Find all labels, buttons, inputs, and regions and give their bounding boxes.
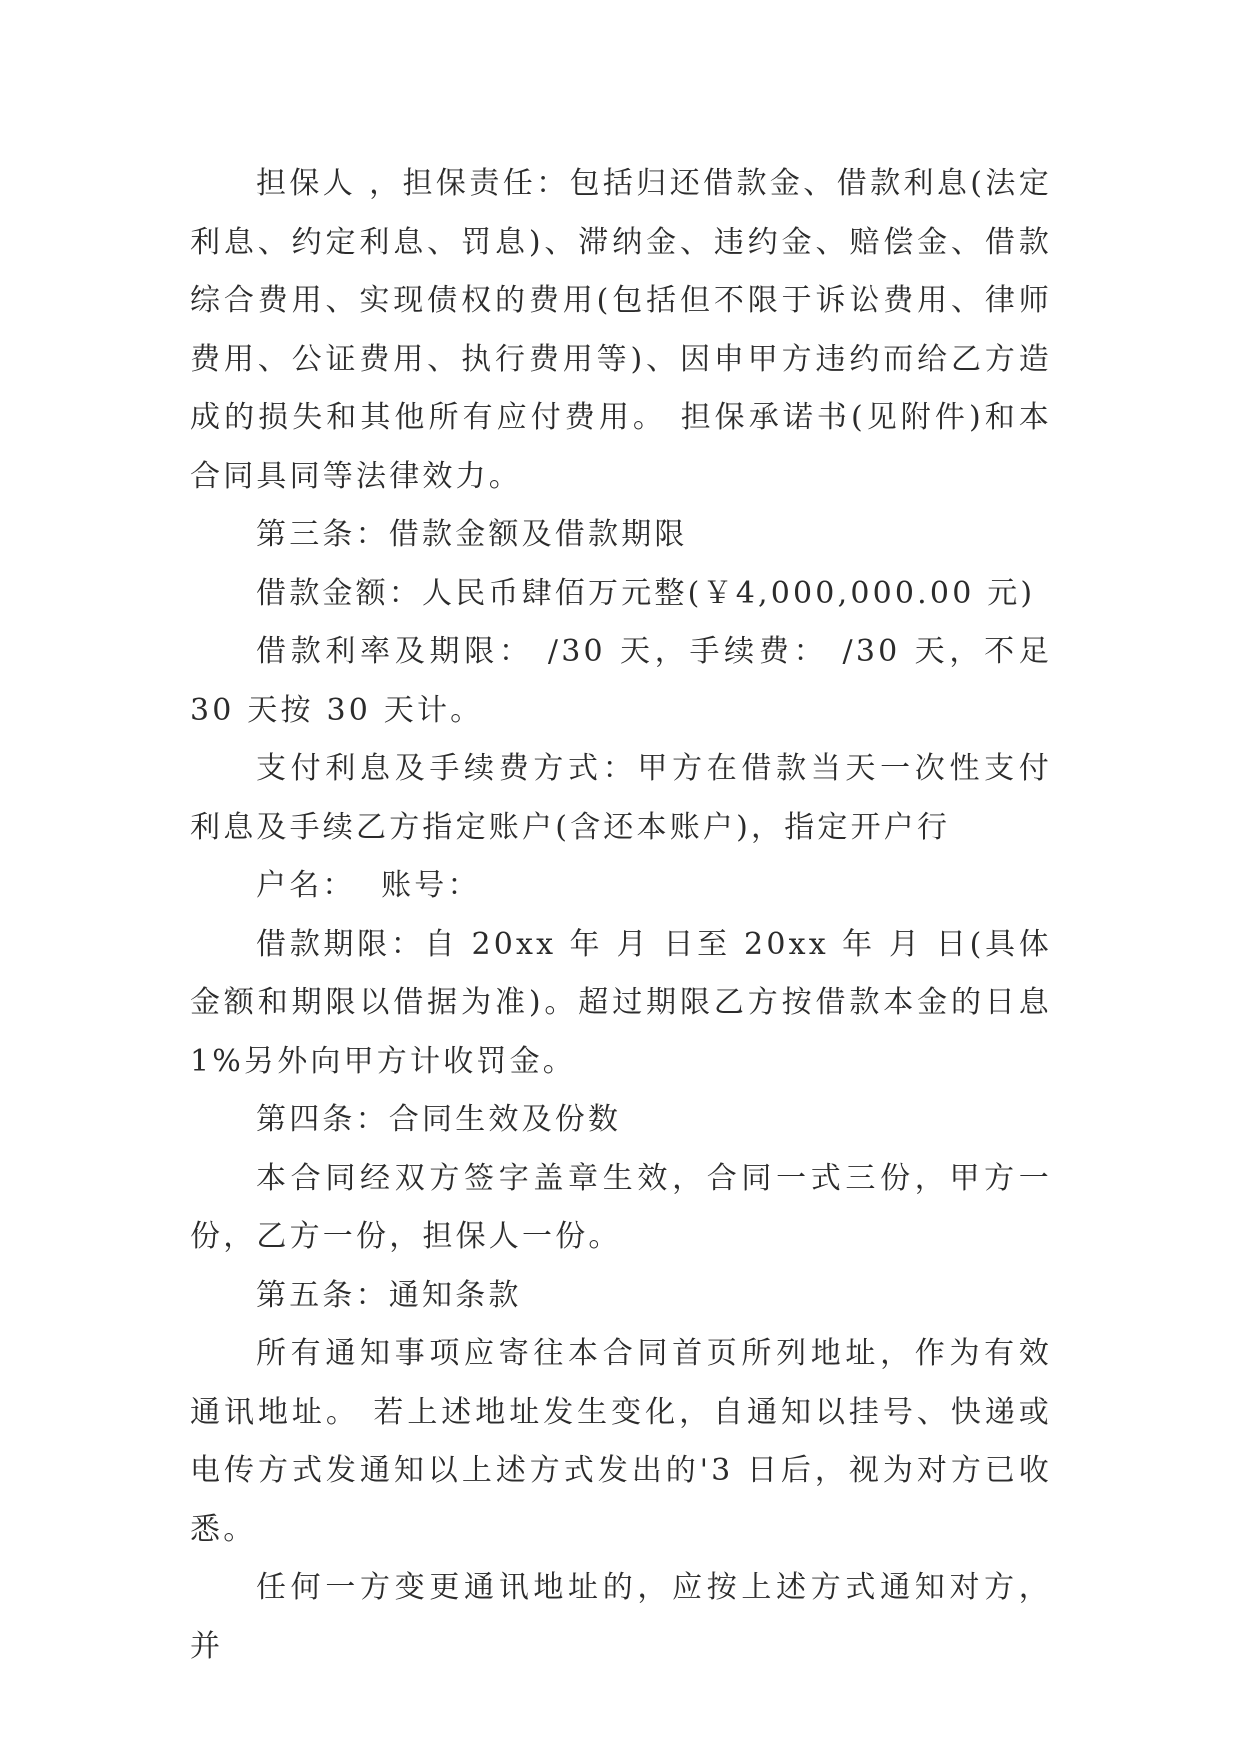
loan-term-paragraph: 借款期限：自 20xx 年 月 日至 20xx 年 月 日(具体金额和期限以借据为准)。超过期限乙方按借款本金的日息1%另外向甲方计收罚金。 [190, 926, 1052, 1079]
contract-copies-paragraph: 本合同经双方签字盖章生效，合同一式三份，甲方一份，乙方一份，担保人一份。 [190, 1160, 1052, 1254]
loan-rate-paragraph: 借款利率及期限： /30 天，手续费： /30 天，不足 30 天按 30 天计。 [190, 634, 1065, 728]
account-info-paragraph: 户名： 账号： [256, 868, 481, 903]
loan-amount-paragraph: 借款金额：人民币肆佰万元整(￥4,000,000.00 元) [256, 575, 1036, 611]
notice-address-paragraph: 所有通知事项应寄往本合同首页所列地址，作为有效通讯地址。 若上述地址发生变化，自通知以挂号、快递或电传方式发通知以上述方式发出的'3 日后，视为对方已收悉。 [190, 1336, 1052, 1547]
article-3-heading: 第三条：借款金额及借款期限 [256, 517, 688, 552]
guarantor-clause-paragraph: 担保人 ，担保责任：包括归还借款金、借款利息(法定利息、约定利息、罚息)、滞纳金、违约金、赔偿金、借款综合费用、实现债权的费用(包括但不限于诉讼费用、律师费用、公证费用、执行费用等)、因申甲方违约而给乙方造成的损失和其他所有应付费用。 担保承诺书(见附件)和本合同具同等法律效力。 [190, 166, 1052, 494]
document-body [190, 155, 1065, 1676]
article-4-heading: 第四条：合同生效及份数 [256, 1102, 622, 1137]
article-5-heading: 第五条：通知条款 [256, 1277, 522, 1313]
address-change-paragraph: 任何一方变更通讯地址的，应按上述方式通知对方，并 [190, 1570, 1052, 1664]
payment-method-paragraph: 支付利息及手续费方式：甲方在借款当天一次性支付利息及手续乙方指定账户(含还本账户)，指定开户行 [190, 751, 1052, 845]
